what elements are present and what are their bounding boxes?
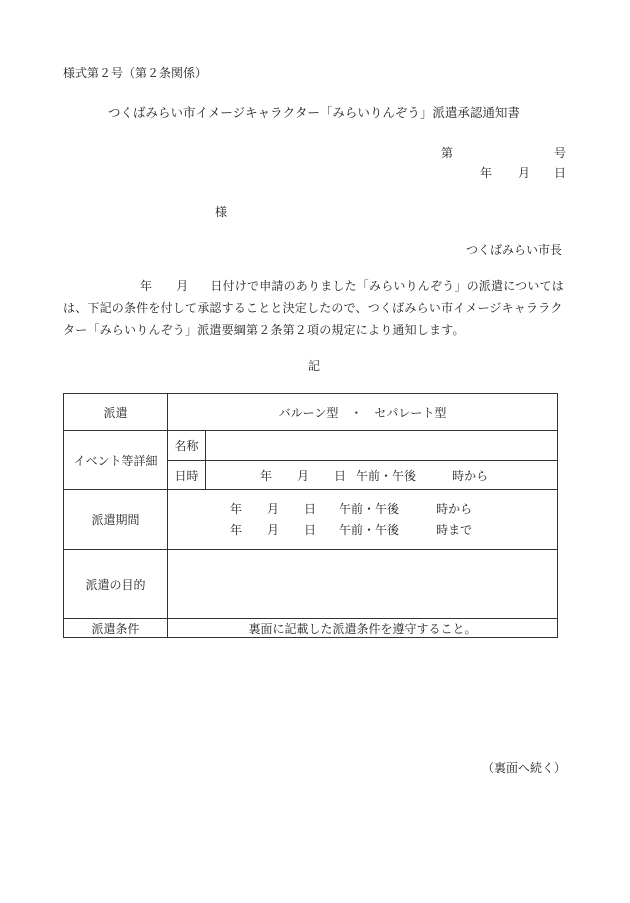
event-year: 年 (260, 468, 273, 483)
table-row-conditions (64, 619, 558, 638)
dispatch-table (63, 393, 558, 638)
period-start-month: 月 (267, 501, 280, 516)
haken-value: バルーン型 ・ セパレート型 (168, 394, 558, 431)
period-start (168, 499, 557, 520)
table-row-purpose (64, 550, 558, 619)
ki-label: 記 (308, 359, 321, 373)
body-year: 年 (140, 279, 153, 293)
body-line1-text: 日付けで申請のありました「みらいりんぞう」の派遣については (210, 279, 564, 293)
body-month: 月 (176, 279, 189, 293)
ref-dai: 第 (441, 146, 454, 160)
conditions-value: 裏面に記載した派遣条件を遵守すること。 (168, 619, 558, 638)
table-row-event-name (64, 431, 558, 461)
table-row-haken (64, 394, 558, 431)
body-line2: は、下記の条件を付して承認することと決定したので、つくばみらい市イメージキャララク (63, 301, 563, 315)
event-datetime-value (206, 461, 558, 490)
haken-label: 派遣 (64, 394, 168, 431)
event-day: 日 (334, 468, 347, 483)
period-end-time: 時まで (436, 522, 473, 537)
period-end-day: 日 (304, 522, 317, 537)
event-label: イベント等詳細 (64, 431, 168, 490)
date-month: 月 (518, 166, 531, 180)
period-end-ampm: 午前・午後 (339, 522, 400, 537)
period-label: 派遣期間 (64, 490, 168, 550)
conditions-label: 派遣条件 (64, 619, 168, 638)
event-ampm: 午前・午後 (356, 468, 417, 483)
continued-note: （裏面へ続く） (482, 761, 567, 775)
period-start-ampm: 午前・午後 (339, 501, 400, 516)
body-paragraph (63, 275, 563, 341)
period-start-time: 時から (436, 501, 473, 516)
table-row-period (64, 490, 558, 550)
event-time: 時から (452, 468, 489, 483)
body-line3: ター「みらいりんぞう」派遣要綱第２条第２項の規定により通知します。 (63, 323, 465, 337)
period-start-day: 日 (304, 501, 317, 516)
purpose-label: 派遣の目的 (64, 550, 168, 619)
period-value (168, 490, 558, 550)
sender-name: つくばみらい市長 (466, 243, 563, 257)
date-day: 日 (554, 166, 567, 180)
addressee-sama: 様 (215, 205, 228, 219)
period-start-year: 年 (230, 501, 243, 516)
ref-go: 号 (554, 146, 567, 160)
form-number: 様式第２号（第２条関係） (63, 66, 208, 80)
period-end (168, 520, 557, 541)
purpose-value (168, 550, 558, 619)
datetime-label: 日時 (168, 461, 206, 490)
name-label: 名称 (168, 431, 206, 461)
document-title: つくばみらい市イメージキャラクター「みらいりんぞう」派遣承認通知書 (108, 105, 520, 120)
period-end-year: 年 (230, 522, 243, 537)
period-end-month: 月 (267, 522, 280, 537)
event-month: 月 (297, 468, 310, 483)
date-year: 年 (480, 166, 493, 180)
event-name-value (206, 431, 558, 461)
